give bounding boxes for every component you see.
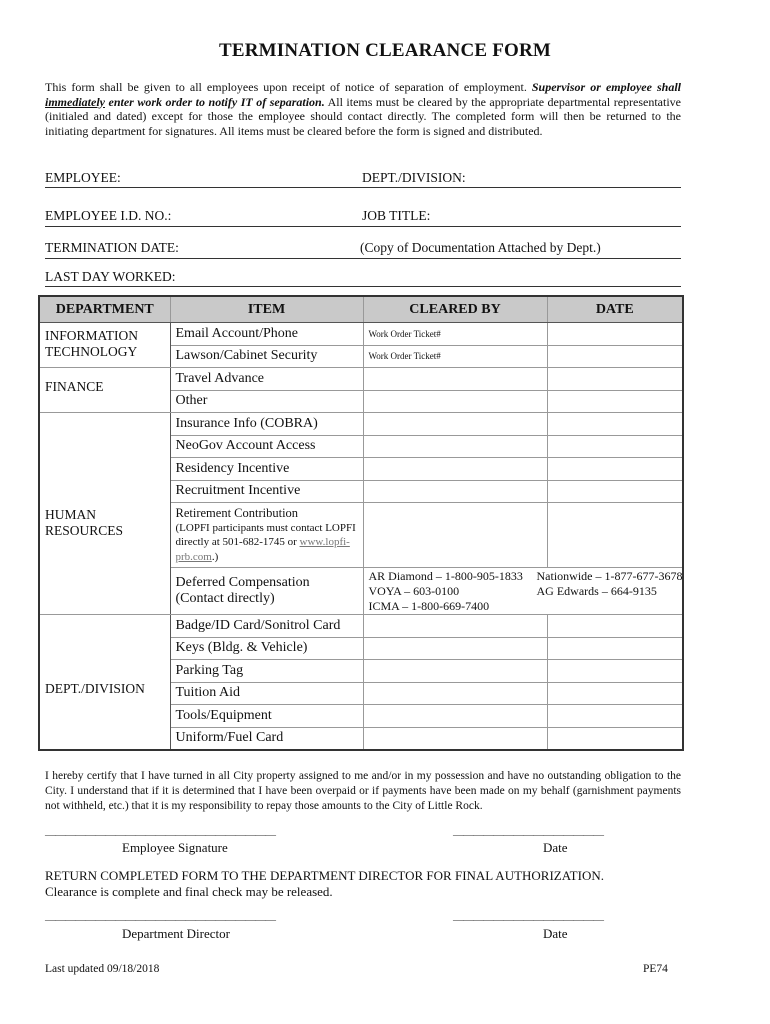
certification-text: I hereby certify that I have turned in all City property assigned to me and/or in my possession and have no outstanding obligation to the City. I understand that if it is determined that I have been overpaid or if payments have been made on my behalf (garnishment payments not withheld, etc.) that it is my responsibility to repay those amounts to the City of Little Rock. <box>45 770 681 812</box>
dept-hr-label: HUMAN RESOURCES <box>45 506 124 538</box>
item-tuition: Tuition Aid <box>170 682 363 705</box>
return-instructions <box>45 868 604 900</box>
item-travel: Travel Advance <box>170 368 363 391</box>
cleared-by-travel[interactable] <box>363 368 547 391</box>
date-parking[interactable] <box>547 660 683 683</box>
item-recruitment: Recruitment Incentive <box>170 480 363 503</box>
date-tools[interactable] <box>547 705 683 728</box>
director-date-label: Date <box>543 926 568 941</box>
cleared-by-badge[interactable] <box>363 615 547 638</box>
cleared-by-retirement[interactable] <box>363 503 547 568</box>
contact-ag-edwards: AG Edwards – 664-9135 <box>536 584 657 598</box>
intro-text-2: All items must be cleared by the appropriate departmental representative (initialed and dated) except for those the employee should contact directly. The completed form will then be returned to the initiating department for signatures. All items must be cleared before the form is signed and distributed. <box>45 94 681 138</box>
copy-documentation-note: (Copy of Documentation Attached by Dept.) <box>360 240 601 255</box>
item-lawson: Lawson/Cabinet Security <box>170 345 363 368</box>
dept-finance <box>39 368 170 413</box>
director-date-line[interactable]: ——————————————— <box>453 914 603 926</box>
retirement-note-text: (LOPFI participants must contact LOPFI directly at 501-682-1745 or <box>175 521 356 549</box>
intro-bold-underline: immediately <box>45 94 105 109</box>
intro-bold-1: Supervisor or employee shall <box>531 80 681 94</box>
date-lawson[interactable] <box>547 345 683 368</box>
deferred-contacts <box>363 568 683 615</box>
return-line-1: RETURN COMPLETED FORM TO THE DEPARTMENT DIRECTOR FOR FINAL AUTHORIZATION. <box>45 868 604 883</box>
intro-bold-2: enter work order to notify IT of separation. <box>104 94 325 109</box>
item-deferred-label: Deferred Compensation <box>175 575 310 590</box>
item-uniform: Uniform/Fuel Card <box>170 727 363 750</box>
item-badge: Badge/ID Card/Sonitrol Card <box>170 615 363 638</box>
contact-nationwide: Nationwide – 1-877-677-3678 <box>536 569 683 583</box>
cleared-by-keys[interactable] <box>363 637 547 660</box>
date-recruitment[interactable] <box>547 480 683 503</box>
table-row <box>39 413 683 436</box>
last-day-line[interactable] <box>45 286 681 287</box>
date-retirement[interactable] <box>547 503 683 568</box>
dept-division-label-cell: DEPT./DIVISION <box>45 681 145 696</box>
contact-icma: ICMA – 1-800-669-7400 <box>368 599 490 613</box>
header-cleared-by: CLEARED BY <box>363 296 547 323</box>
header-item: ITEM <box>170 296 363 323</box>
date-keys[interactable] <box>547 637 683 660</box>
contact-voya: VOYA – 603-0100 <box>368 584 460 598</box>
form-code: PE74 <box>643 963 668 975</box>
job-title-label: JOB TITLE: <box>362 208 431 223</box>
item-retirement <box>170 503 363 568</box>
employee-id-line[interactable] <box>45 226 681 227</box>
dept-finance-label: FINANCE <box>45 379 104 394</box>
date-uniform[interactable] <box>547 727 683 750</box>
clearance-table <box>38 295 684 751</box>
cleared-by-email[interactable]: Work Order Ticket# <box>363 323 547 346</box>
item-tools: Tools/Equipment <box>170 705 363 728</box>
header-date: DATE <box>547 296 683 323</box>
cleared-by-other[interactable] <box>363 390 547 413</box>
retirement-note <box>176 521 358 565</box>
return-line-2: Clearance is complete and final check may be released. <box>45 884 333 899</box>
table-row <box>39 368 683 391</box>
employee-date-line[interactable]: ——————————————— <box>453 829 603 841</box>
item-deferred-note: (Contact directly) <box>175 591 275 606</box>
employee-signature-line[interactable]: ——————————————————————— <box>45 829 275 841</box>
date-badge[interactable] <box>547 615 683 638</box>
cleared-by-recruitment[interactable] <box>363 480 547 503</box>
intro-text-1: This form shall be given to all employees upon receipt of notice of separation of employment. <box>45 80 532 94</box>
date-residency[interactable] <box>547 458 683 481</box>
item-parking: Parking Tag <box>170 660 363 683</box>
dept-hr <box>39 413 170 615</box>
director-signature-line[interactable]: ——————————————————————— <box>45 914 275 926</box>
cleared-by-neogov[interactable] <box>363 435 547 458</box>
item-deferred <box>170 568 363 615</box>
item-email: Email Account/Phone <box>170 323 363 346</box>
item-neogov: NeoGov Account Access <box>170 435 363 458</box>
employee-id-label: EMPLOYEE I.D. NO.: <box>45 208 172 223</box>
retirement-note-close: .) <box>211 550 219 563</box>
director-signature-label: Department Director <box>122 926 230 941</box>
cleared-by-insurance[interactable] <box>363 413 547 436</box>
cleared-by-residency[interactable] <box>363 458 547 481</box>
cleared-by-parking[interactable] <box>363 660 547 683</box>
dept-it: INFORMATION TECHNOLOGY <box>39 323 170 368</box>
date-other[interactable] <box>547 390 683 413</box>
employee-signature-label: Employee Signature <box>122 840 228 855</box>
employee-line[interactable] <box>45 187 681 188</box>
employee-label: EMPLOYEE: <box>45 170 121 185</box>
last-updated: Last updated 09/18/2018 <box>45 963 160 975</box>
intro-paragraph <box>45 80 681 138</box>
termination-date-label: TERMINATION DATE: <box>45 240 179 255</box>
employee-date-label: Date <box>543 840 568 855</box>
dept-division-label: DEPT./DIVISION: <box>362 170 466 185</box>
date-insurance[interactable] <box>547 413 683 436</box>
date-neogov[interactable] <box>547 435 683 458</box>
date-travel[interactable] <box>547 368 683 391</box>
table-header-row <box>39 296 683 323</box>
item-residency: Residency Incentive <box>170 458 363 481</box>
date-tuition[interactable] <box>547 682 683 705</box>
date-email[interactable] <box>547 323 683 346</box>
header-department: DEPARTMENT <box>39 296 170 323</box>
cleared-by-lawson[interactable]: Work Order Ticket# <box>363 345 547 368</box>
item-keys: Keys (Bldg. & Vehicle) <box>170 637 363 660</box>
table-row <box>39 615 683 638</box>
item-insurance: Insurance Info (COBRA) <box>170 413 363 436</box>
cleared-by-tuition[interactable] <box>363 682 547 705</box>
last-day-worked-label: LAST DAY WORKED: <box>45 269 176 284</box>
cleared-by-tools[interactable] <box>363 705 547 728</box>
form-title: TERMINATION CLEARANCE FORM <box>218 40 552 61</box>
lopfi-link[interactable]: www.lopfi-prb.com <box>175 536 350 563</box>
table-row <box>39 323 683 346</box>
dept-division <box>39 615 170 751</box>
cleared-by-uniform[interactable] <box>363 727 547 750</box>
contact-ar-diamond: AR Diamond – 1-800-905-1833 <box>368 569 523 583</box>
item-retirement-label: Retirement Contribution <box>175 505 299 520</box>
item-other: Other <box>170 390 363 413</box>
termination-date-line[interactable] <box>45 258 681 259</box>
